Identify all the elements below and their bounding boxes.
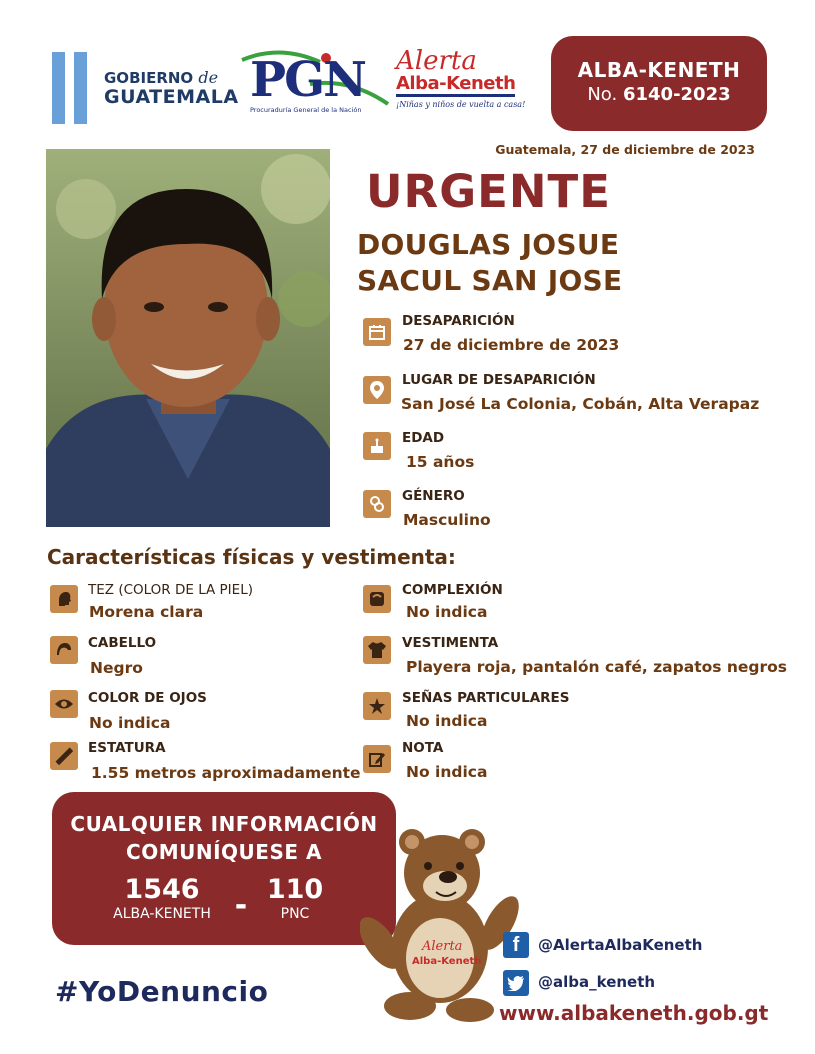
person-name	[357, 227, 622, 299]
alerta-slogan: ¡Niñas y niños de vuelta a casa!	[396, 100, 526, 109]
hair-icon	[50, 636, 78, 664]
contact-line2: COMUNÍQUESE A	[126, 840, 322, 864]
missing-person-photo	[46, 149, 330, 527]
desaparicion-value: 27 de diciembre de 2023	[403, 336, 620, 354]
desaparicion-label: DESAPARICIÓN	[402, 313, 515, 329]
tshirt-icon	[363, 636, 391, 664]
tez-value: Morena clara	[89, 603, 204, 621]
facebook-icon[interactable]: f	[503, 932, 529, 958]
alerta-alba-keneth-logo	[396, 48, 531, 114]
senas-label: SEÑAS PARTICULARES	[402, 690, 570, 706]
alerta-word: Alerta	[396, 46, 477, 76]
case-title: ALBA-KENETH	[577, 58, 741, 82]
cabello-label: CABELLO	[88, 635, 157, 651]
nota-label: NOTA	[402, 740, 444, 756]
name-line1: DOUGLAS JOSUE	[357, 228, 620, 261]
case-number-badge	[551, 36, 767, 131]
complexion-value: No indica	[406, 603, 488, 621]
name-line2: SACUL SAN JOSE	[357, 264, 623, 297]
head-profile-icon	[50, 585, 78, 613]
twitter-handle[interactable]: @alba_keneth	[538, 973, 656, 991]
contact-box	[52, 792, 396, 945]
hashtag: #YoDenuncio	[55, 975, 269, 1008]
bear-shirt-name: Alba-Keneth	[412, 956, 482, 967]
edad-label: EDAD	[402, 430, 445, 446]
pgn-letters: PGN	[250, 52, 365, 108]
contact-line1: CUALQUIER INFORMACIÓN	[70, 812, 378, 836]
publication-date: Guatemala, 27 de diciembre de 2023	[495, 142, 755, 157]
characteristics-title: Características físicas y vestimenta:	[47, 545, 456, 569]
phone-pnc-label: PNC	[280, 906, 310, 922]
note-edit-icon	[363, 745, 391, 773]
location-pin-icon	[363, 376, 391, 404]
pgn-logo	[240, 48, 390, 118]
scale-icon	[363, 585, 391, 613]
bear-shirt-word: Alerta	[422, 939, 463, 954]
cake-icon	[363, 432, 391, 460]
lugar-label: LUGAR DE DESAPARICIÓN	[402, 372, 596, 388]
bear-mascot-illustration	[360, 828, 520, 1024]
phone-separator: -	[234, 888, 248, 923]
lugar-value: San José La Colonia, Cobán, Alta Verapaz	[401, 395, 760, 413]
contact-heading	[52, 810, 396, 866]
phone-alba-keneth[interactable]: 1546	[124, 874, 200, 905]
edad-value: 15 años	[406, 453, 475, 471]
case-prefix: No.	[587, 84, 618, 105]
cabello-value: Negro	[90, 659, 143, 677]
facebook-handle[interactable]: @AlertaAlbaKeneth	[538, 936, 703, 954]
ojos-value: No indica	[89, 714, 171, 732]
complexion-label: COMPLEXIÓN	[402, 582, 503, 598]
eye-icon	[50, 690, 78, 718]
estatura-label: ESTATURA	[88, 740, 166, 756]
vestimenta-label: VESTIMENTA	[402, 635, 499, 651]
tez-label: TEZ (COLOR DE LA PIEL)	[88, 582, 253, 598]
estatura-value: 1.55 metros aproximadamente	[91, 764, 361, 782]
genero-label: GÉNERO	[402, 488, 465, 504]
calendar-icon	[363, 318, 391, 346]
gov-de: de	[198, 68, 219, 87]
twitter-icon[interactable]	[503, 970, 529, 996]
pgn-subtitle: Procuraduría General de la Nación	[250, 106, 362, 114]
gov-line1: GOBIERNO	[104, 69, 194, 87]
senas-value: No indica	[406, 712, 488, 730]
person-photo-illustration	[46, 149, 330, 527]
phone-alba-keneth-label: ALBA-KENETH	[113, 906, 211, 922]
ruler-icon	[50, 742, 78, 770]
nota-value: No indica	[406, 763, 488, 781]
vestimenta-value: Playera roja, pantalón café, zapatos negros	[406, 658, 788, 676]
alerta-name: Alba-Keneth	[396, 75, 515, 97]
gender-icon	[363, 490, 391, 518]
gobierno-guatemala-logo-bars	[52, 52, 96, 124]
star-icon	[363, 692, 391, 720]
ojos-label: COLOR DE OJOS	[88, 690, 207, 706]
website-link[interactable]: www.albakeneth.gob.gt	[499, 1001, 769, 1025]
genero-value: Masculino	[403, 511, 491, 529]
case-number: 6140-2023	[622, 84, 731, 105]
gobierno-guatemala-logo	[104, 70, 239, 107]
phone-pnc[interactable]: 110	[266, 874, 324, 905]
urgent-heading: URGENTE	[366, 165, 611, 218]
gov-line2: GUATEMALA	[104, 86, 239, 108]
